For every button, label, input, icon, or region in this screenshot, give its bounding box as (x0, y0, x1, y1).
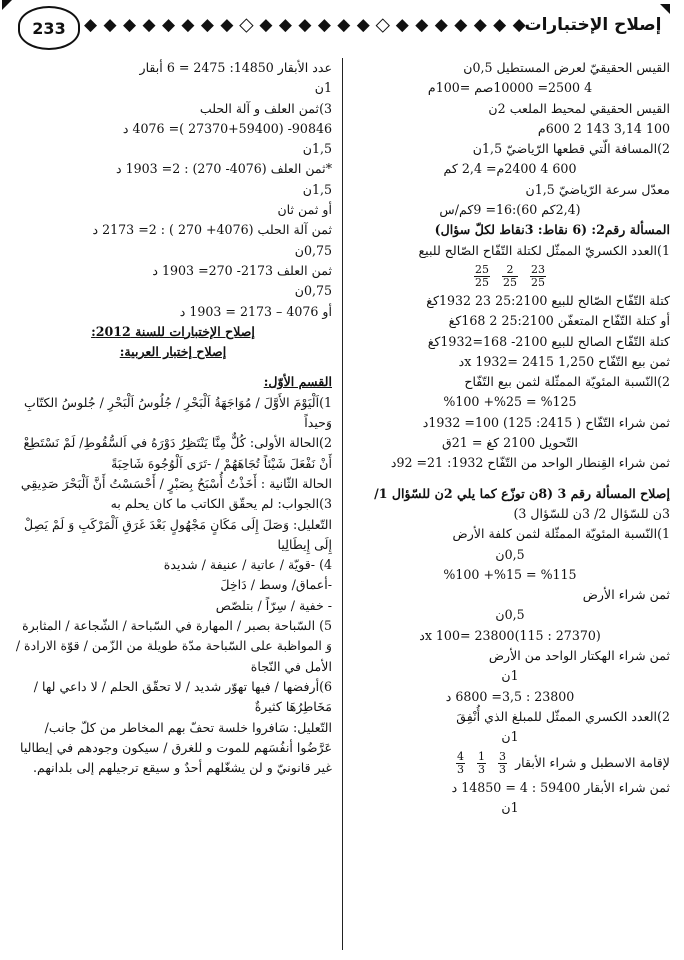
score-mark: 0,5ن (495, 607, 525, 623)
text-line: التّحويل 2100 كغ = 21ق (442, 435, 578, 451)
answer-item: التّعليل: سَافروا خلسة تحفّ بهم المخاطر من كلّ جانب/ عَرَّضُوا أنفُسَهم للموت و للغرق / سيكون وجودهم في إيطاليا غير قانونيّ و لن يشغّلهم أحدٌ و سيقع ترجيلهم إلى بلدانهم. (20, 719, 332, 776)
text-line: 2)النّسبة المئويّة الممثّلة لثمن بيع التّفّاح (464, 374, 670, 390)
answer-item: 4) -قويّة / عاتية / عنيفة / شديدة (163, 557, 332, 573)
fraction: $\frac{4}{3}$ (457, 749, 465, 776)
answer-item: 3)الجواب: لم يحقّق الكاتب ما كان يحلم به (110, 496, 332, 512)
section-subtitle: إصلاح إختبار العربية: (119, 344, 227, 360)
text-line: كتلة التّفّاح الصالح للبيع 2100- 168=1932كغ (427, 333, 670, 349)
text-line: كتلة التّفّاح الصّالح للبيع 25:2100 23 1932كغ (426, 292, 670, 308)
part-title: القسم الأوّل: (263, 374, 332, 390)
header-title: إصلاح الإختبارات (524, 15, 662, 35)
text-line: عدد الأبقار 14850: 2475 = 6 أبقار (139, 60, 332, 75)
fraction: $\frac{25}{25}$ (474, 262, 489, 289)
score-mark: 1ن (501, 799, 519, 815)
text-line: (2,4كم 60):16= 9كم/س (439, 202, 581, 218)
fraction: $\frac{2}{25}$ (503, 262, 517, 289)
text-line: %125 = %25+ %100 (443, 394, 577, 410)
text-line: %115 = %15+ %100 (443, 566, 577, 582)
right-column (350, 58, 670, 818)
text-line: ثمن بيع التّفّاح 1,250 x 1932= 2415د (458, 353, 670, 369)
text-line: 2)العدد الكسري الممثّل للمبلغ الذي أُنْفِقَ (456, 708, 670, 724)
text-line: ثمن شراء الأبقار 59400 : 4 = 14850 د (451, 779, 670, 795)
text-line: 100 3,14 143 2 600م (537, 120, 670, 136)
fraction-label: لإقامة الاسطبل و شراء الأبقار (515, 754, 670, 770)
score-mark: 1ن (501, 668, 519, 684)
text-line: 90846- (27370+59400 )= 4076 د (122, 120, 332, 136)
answer-item: 5) السّباحة بصبر / المهارة في السّباحة / الشّجاعة / المثابرة وَ المواظبة على السّباحة مدّة طويلة من الزّمن / قوّة الارادة / الأمل في النّجاة (15, 618, 332, 674)
diamond-ornament-row: ◆ ◆ ◆ ◆ ◆ ◆ ◆ ◆ ◆ ◆ ◆ ◆ ◆ ◆ ◆ ◆ ◆ ◆ ◆ ◆ ◆ ◆ ◆ (84, 15, 527, 35)
answer-item: الحالة الثّانية : أَخَذْتُ أُسْبَحُ بِصَبْرٍ / أَحْسَسْتُ أَنَّ اَلْبَحْرَ صَدِيقِي (20, 475, 332, 491)
page-header (0, 0, 684, 52)
fraction: $\frac{3}{3}$ (499, 749, 507, 776)
text-line: ثمن شراء القِنطار الواحد من التّفّاح 1932: 21= 92د (390, 455, 670, 471)
problem-heading: المسألة رقم2: (6 نقاط: 3نقاط لكلّ سؤال) (434, 222, 670, 238)
text-line: القيس الحقيقي لمحيط الملعب 2ن (488, 100, 670, 116)
answer-item: -أعماق/ وسط / دَاخِلَ (220, 577, 332, 593)
text-line: القيس الحقيقيّ لعرض المستطيل 0,5ن (463, 60, 670, 75)
corner-mark (660, 4, 670, 14)
text-line: ثمن شراء الأرض (582, 587, 670, 603)
answer-item: التّعليل: وَصَلَ إِلَى مَكَانٍ مَجْهُولٍ بَعْدَ غَرَقِ اَلْمَرْكَبِ وَ لَمْ يَصِلْ إِلَى إِيطَالِيا (24, 516, 332, 552)
text-line: 3)ثمن العلف و آلة الحلب (199, 100, 332, 116)
score-mark: 0,75ن (294, 242, 332, 258)
text-line: 4 2500= 10000صم =100م (427, 80, 593, 96)
text-line: 3ن للسّؤال 2/ 3ن للسّؤال 3) (513, 505, 670, 521)
score-mark: 1ن (314, 80, 332, 96)
text-line: 2)المسافة الّتي قطعها الرّياضيّ 1,5ن (472, 141, 670, 157)
text-line: 600 4 2400م= 2,4 كم (443, 161, 577, 177)
problem-heading: إصلاح المسألة رقم 3 (8ن توزّع كما يلي 2ن للسّؤال 1/ (374, 485, 670, 501)
score-mark: 0,5ن (495, 546, 525, 562)
page-number: 233 (18, 6, 80, 50)
text-line: 1)النّسبة المئويّة الممثّلة لثمن كلفة الأرض (452, 526, 670, 542)
text-line: (27370 : 115)x 100= 23800د (419, 627, 601, 643)
column-divider (342, 58, 343, 950)
text-line: أو ثمن ثان (277, 202, 332, 218)
fraction-row (350, 261, 670, 291)
section-title: إصلاح الإختبارات للسنة 2012: (91, 323, 255, 339)
fraction: $\frac{1}{3}$ (478, 749, 486, 776)
text-line: 1)العدد الكسريّ الممثّل لكتلة التّفّاح الصّالح للبيع (418, 242, 670, 258)
left-column (14, 58, 332, 778)
text-line: ثمن العلف 2173- 270= 1903 د (152, 262, 332, 278)
score-mark: 0,75ن (294, 283, 332, 299)
text-line: *ثمن العلف (4076- 270) : 2= 1903 د (115, 161, 332, 177)
text-line: ثمن شراء التّفّاح ( 2415: 125) 100= 1932د (422, 414, 670, 430)
answer-item: 1)اَلْيَوْمَ الأَوَّلَ / مُوَاجَهَةُ اَلْبَحْرِ / جُلُوسُ اَلْبَحْرِ / جُلوسُ الكتّابِ وَحيداً (23, 394, 332, 431)
text-line: ثمن آلة الحلب (4076+ 270 ) : 2= 2173 د (92, 222, 332, 238)
score-mark: 1,5ن (302, 141, 332, 157)
text-line: أو 4076 – 2173 = 1903 د (179, 303, 332, 319)
score-mark: 1,5ن (302, 181, 332, 197)
answer-item: - خفية / سِرّاً / بتلصّص (215, 597, 332, 613)
corner-mark (2, 0, 12, 10)
text-line: أو كتلة التّفّاح المتعفّن 25:2100 2 168كغ (448, 313, 670, 329)
fraction: $\frac{23}{25}$ (531, 262, 546, 289)
score-mark: 1ن (501, 729, 519, 745)
text-line: 23800 : 3,5= 6800 د (445, 688, 575, 704)
fraction-row (350, 748, 670, 778)
answer-item: 6)أرفضها / فيها تهوّر شديد / لا تحقّق الحلم / لا داعي لها / مَخَاطِرُهَا كثيرةٌ (33, 678, 332, 715)
text-line: ثمن شراء الهكتار الواحد من الأرض (488, 648, 670, 664)
text-line: معدّل سرعة الرّياضيّ 1,5ن (525, 181, 670, 197)
answer-item: 2)الحالة الأولى: كُلٌّ مِنَّا يَنْتَظِرُ دَوْرَهُ في اَلسُّقُوطِ/ لَمْ نَسْتَطِعْ أَنْ نَفْعَلَ شَيْئاً تُجَاهَهُمْ / -تَرَى اَلْوُجُوهَ شَاحِبَةً (23, 435, 332, 471)
